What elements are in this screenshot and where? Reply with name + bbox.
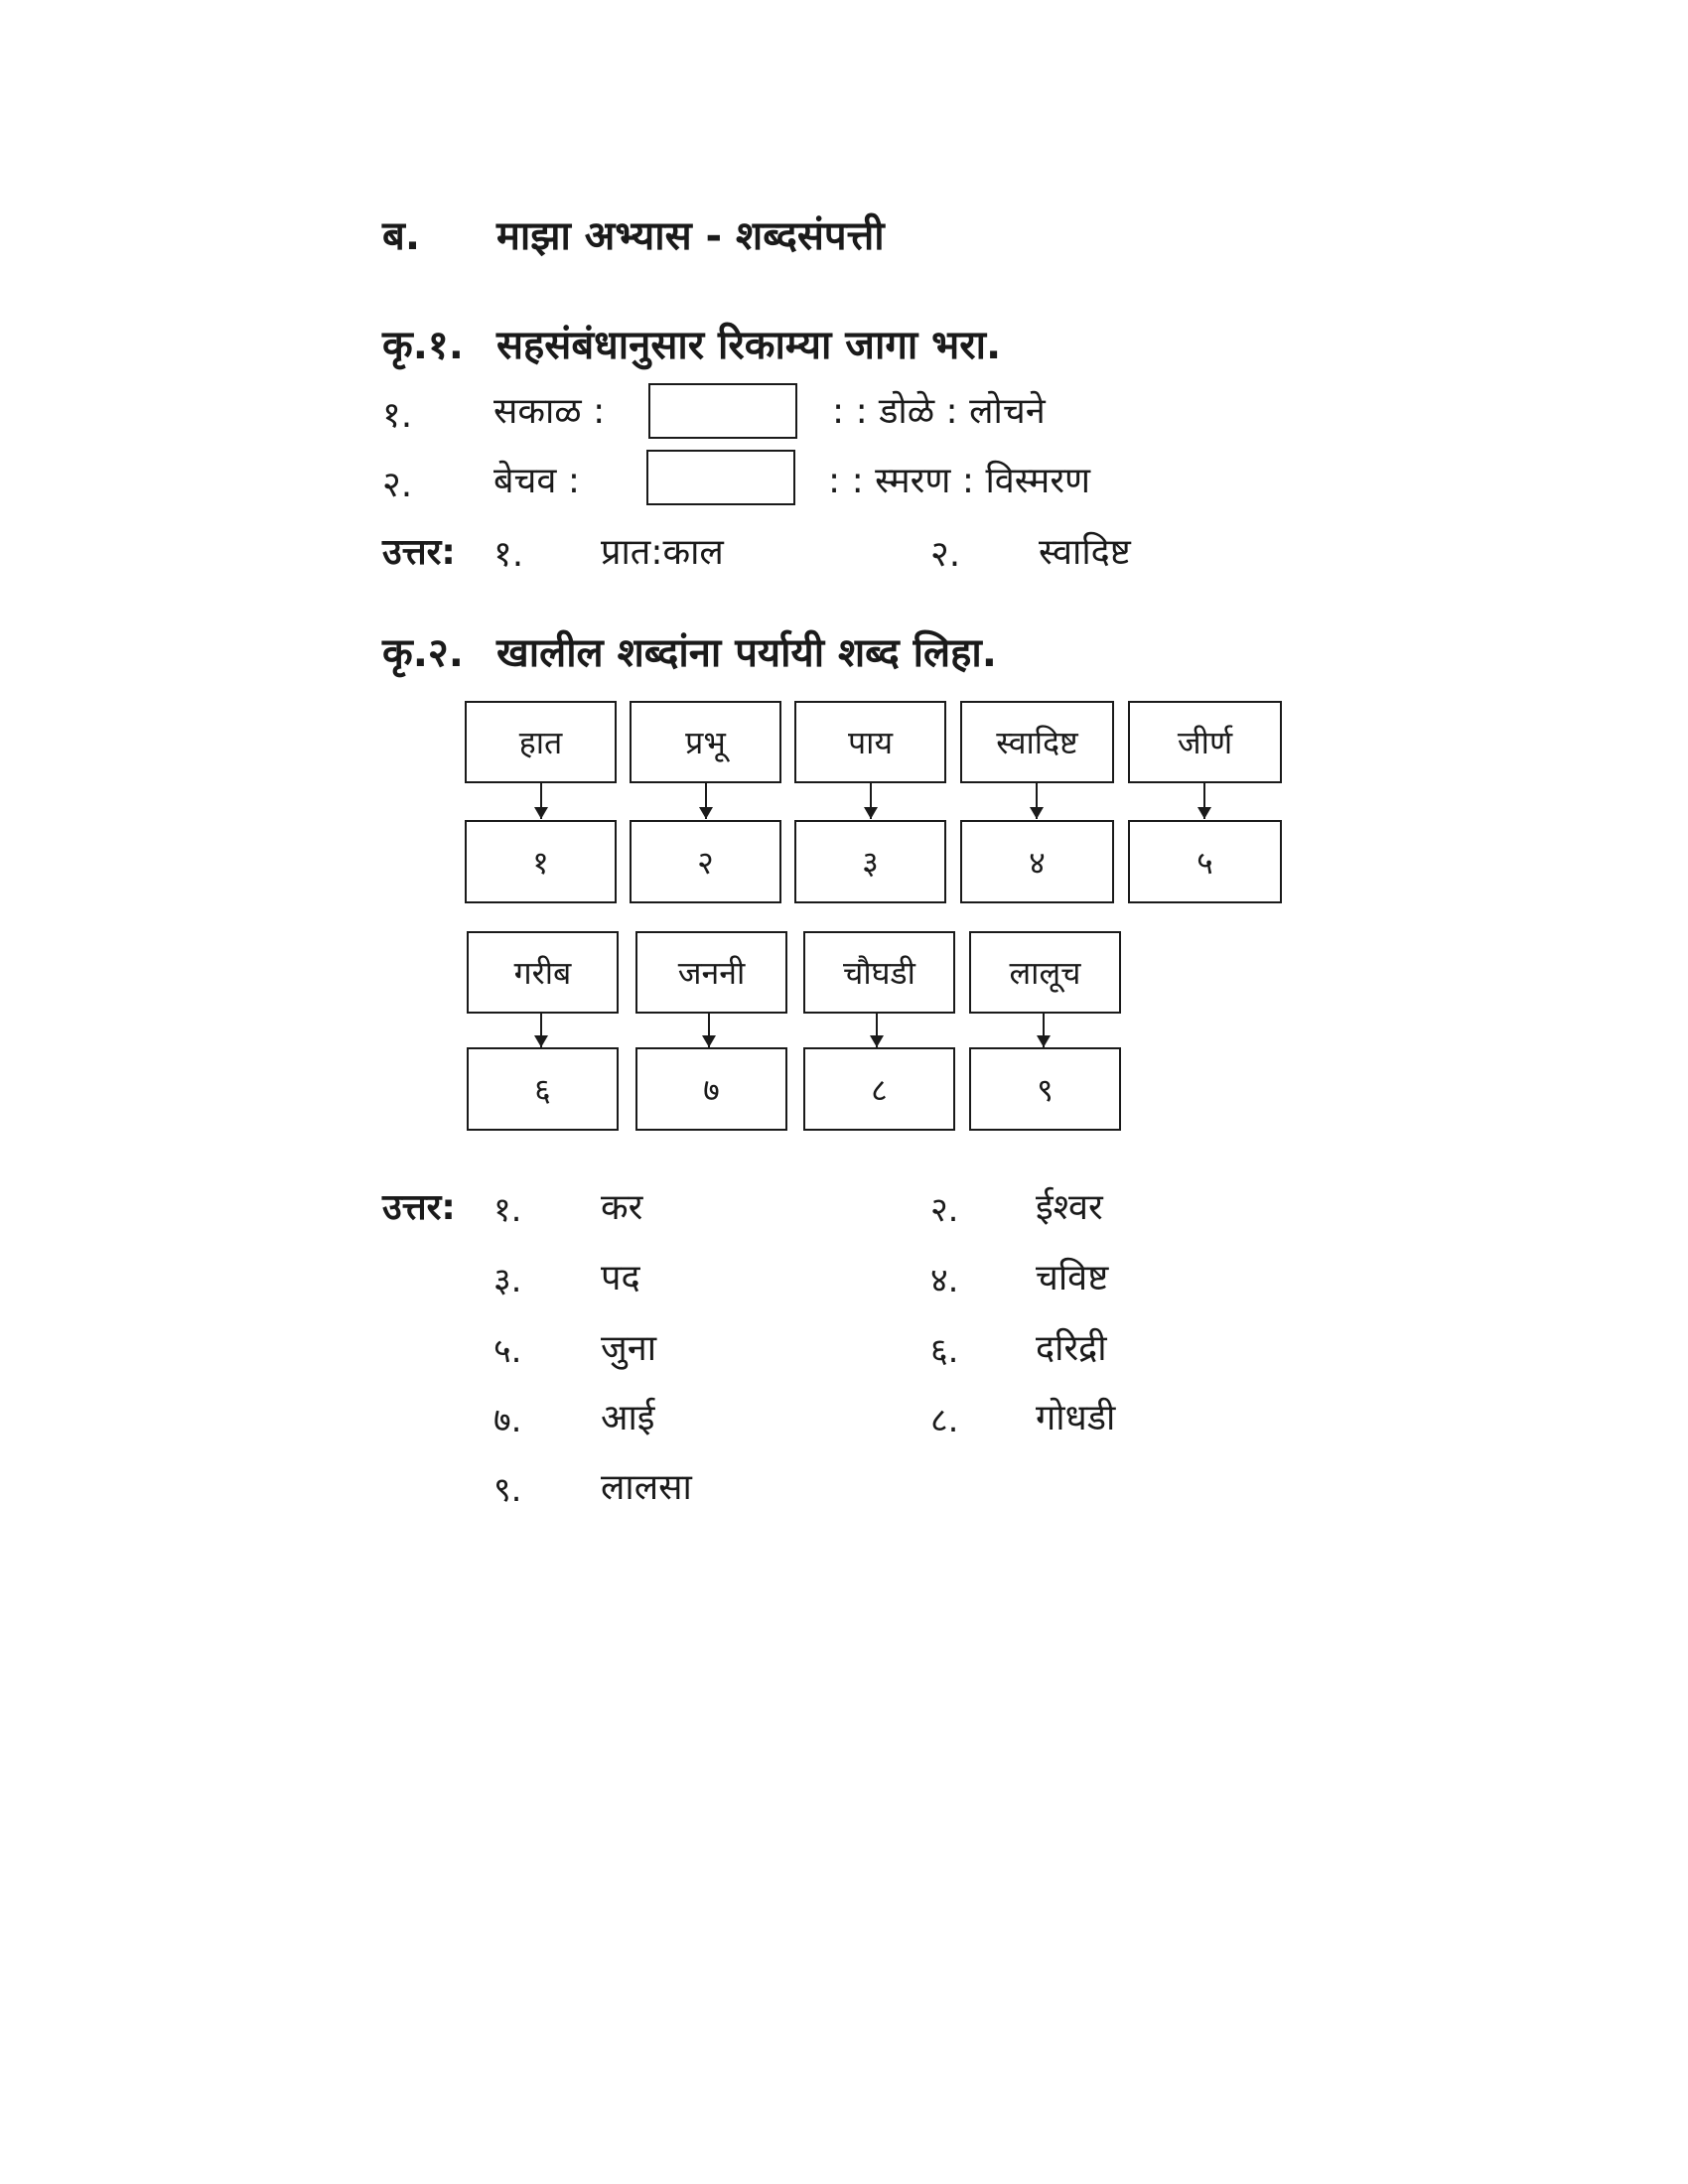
q1-row2-blank[interactable] xyxy=(646,450,795,505)
q2-answer-num: ९. xyxy=(493,1470,522,1510)
blank-box[interactable]: ८ xyxy=(803,1047,955,1131)
q1-row1-pair: : : डोळे : लोचने xyxy=(832,391,1046,432)
q1-answer1-num: १. xyxy=(493,534,524,575)
q2-answer-num: ८. xyxy=(930,1401,959,1440)
q2-answer-text: जुना xyxy=(601,1328,657,1369)
word-box: चौघडी xyxy=(803,931,955,1014)
q1-label: कृ.१. xyxy=(382,323,464,368)
q2-answer-num: ६. xyxy=(930,1331,959,1371)
q1-instruction: सहसंबंधानुसार रिकाम्या जागा भरा. xyxy=(496,323,1002,368)
q2-answer-text: दरिद्री xyxy=(1036,1328,1107,1369)
q1-row1-word: सकाळ : xyxy=(493,391,606,432)
q2-answer-label: उत्तर: xyxy=(382,1187,456,1228)
word-box: स्वादिष्ट xyxy=(960,701,1114,783)
word-box: जननी xyxy=(635,931,787,1014)
blank-box[interactable]: ७ xyxy=(635,1047,787,1131)
q1-answer1-text: प्रात:काल xyxy=(601,532,724,573)
q1-row2-word: बेचव : xyxy=(493,461,581,501)
q2-answer-text: ईश्वर xyxy=(1036,1187,1103,1228)
q2-answer-num: ३. xyxy=(493,1261,522,1300)
word-box: लालूच xyxy=(969,931,1121,1014)
q2-answer-text: लालसा xyxy=(601,1467,692,1508)
q2-answer-num: ७. xyxy=(493,1401,522,1440)
q2-answer-text: पद xyxy=(601,1258,640,1298)
q2-answer-text: गोधडी xyxy=(1036,1398,1116,1438)
blank-box[interactable]: ५ xyxy=(1128,820,1282,903)
word-box: प्रभू xyxy=(630,701,781,783)
q1-answer2-num: २. xyxy=(930,534,961,575)
section-title: माझा अभ्यास - शब्दसंपत्ती xyxy=(496,213,885,259)
q2-label: कृ.२. xyxy=(382,630,464,676)
word-box: गरीब xyxy=(467,931,619,1014)
q1-answer-label: उत्तर: xyxy=(382,532,456,573)
blank-box[interactable]: ६ xyxy=(467,1047,619,1131)
q2-answer-text: कर xyxy=(601,1187,643,1228)
section-marker: ब. xyxy=(382,213,421,259)
word-box: पाय xyxy=(794,701,946,783)
word-box: जीर्ण xyxy=(1128,701,1282,783)
q1-row2-pair: : : स्मरण : विस्मरण xyxy=(828,461,1091,501)
blank-box[interactable]: ४ xyxy=(960,820,1114,903)
blank-box[interactable]: ३ xyxy=(794,820,946,903)
blank-box[interactable]: २ xyxy=(630,820,781,903)
q1-row2-num: २. xyxy=(382,465,413,505)
word-box: हात xyxy=(465,701,617,783)
q2-answer-num: ४. xyxy=(930,1261,959,1300)
q1-row1-blank[interactable] xyxy=(648,383,797,439)
blank-box[interactable]: १ xyxy=(465,820,617,903)
q2-answer-num: १. xyxy=(493,1190,522,1230)
q1-answer2-text: स्वादिष्ट xyxy=(1039,532,1131,573)
q2-instruction: खालील शब्दांना पर्यायी शब्द लिहा. xyxy=(496,630,997,676)
q2-answer-text: चविष्ट xyxy=(1036,1258,1109,1298)
blank-box[interactable]: ९ xyxy=(969,1047,1121,1131)
q2-answer-text: आई xyxy=(601,1398,655,1438)
q2-answer-num: २. xyxy=(930,1190,959,1230)
q2-answer-num: ५. xyxy=(493,1331,522,1371)
q1-row1-num: १. xyxy=(382,395,413,436)
